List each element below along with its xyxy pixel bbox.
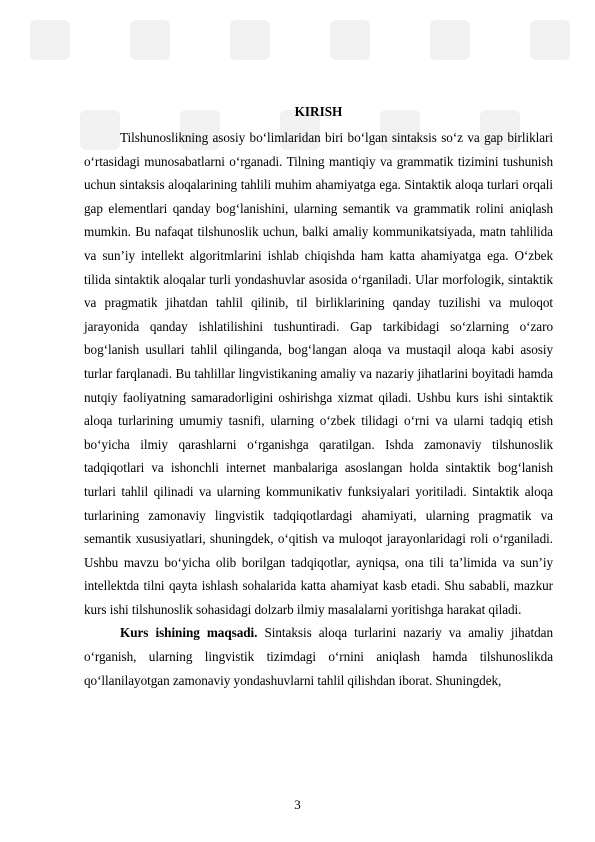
paragraph-body-text: Sintaksis aloqa turlarini nazariy va amaliy jihatdan o‘rganish, ularning lingvistik tizimdagi o‘rnini aniqlash hamda tilshunoslikda qo‘llanilayotgan zamonaviy yondashuvlarni tahlil qilishdan iborat. Shuningdek,	[84, 625, 553, 688]
paragraph-lead-bold: Kurs ishining maqsadi.	[120, 625, 258, 641]
document-body	[84, 97, 553, 692]
paragraph-course-goal	[84, 621, 553, 692]
page-number: 3	[294, 797, 301, 812]
paragraph-introduction: Tilshunoslikning asosiy bo‘limlaridan biri bo‘lgan sintaksis so‘z va gap birliklari o‘rtasidagi munosabatlarni o‘rganadi. Tilning mantiqiy va grammatik tizimini tushunish uchun sintaksis aloqalarining tahlili muhim ahamiyatga ega. Sintaktik aloqa turlari orqali gap elementlari qanday bog‘lanishini, ularning semantik va grammatik rolini aniqlash mumkin. Bu nafaqat tilshunoslik uchun, balki amaliy kommunikatsiyada, matn tahlilida va sun’iy intellekt algoritmlarini ishlab chiqishda ham katta ahamiyatga ega. O‘zbek tilida sintaktik aloqalar turli yondashuvlar asosida o‘rganiladi. Ular morfologik, sintaktik va pragmatik jihatdan tahlil qilinib, til birliklarining qanday tuzilishi va muloqot jarayonida qanday ishlatilishini tushuntiradi. Gap tarkibidagi so‘zlarning o‘zaro bog‘lanish usullari tahlil qilinganda, bog‘langan aloqa va mustaqil aloqa kabi asosiy turlar farqlanadi. Bu tahlillar lingvistikaning amaliy va nazariy jihatlarini boyitadi hamda nutqiy faoliyatning samaradorligini oshirishga xizmat qiladi. Ushbu kurs ishi sintaktik aloqa turlarining umumiy tasnifi, ularning o‘zbek tilidagi o‘rni va ularni tadqiq etish bo‘yicha ilmiy qarashlarni o‘rganishga qaratilgan. Ishda zamonaviy tilshunoslik tadqiqotlari va ishonchli internet manbalariga asoslangan holda sintaktik bog‘lanish turlari tahlil qilinadi va ularning kommunikativ funksiyalari yoritiladi. Sintaktik aloqa turlarining zamonaviy lingvistik tadqiqotlardagi ahamiyati, ularning pragmatik va semantik xususiyatlari, shuningdek, o‘qitish va muloqot jarayonlaridagi roli o‘rganiladi. Ushbu mavzu bo‘yicha olib borilgan tadqiqotlar, ayniqsa, ona tili ta’limida va sun’iy intellektda tilni qayta ishlash sohalarida katta ahamiyat kasb etadi. Shu sababli, mazkur kurs ishi tilshunoslik sohasidagi dolzarb ilmiy masalalarni yoritishga harakat qiladi.	[84, 130, 553, 617]
section-heading: KIRISH	[294, 104, 343, 119]
